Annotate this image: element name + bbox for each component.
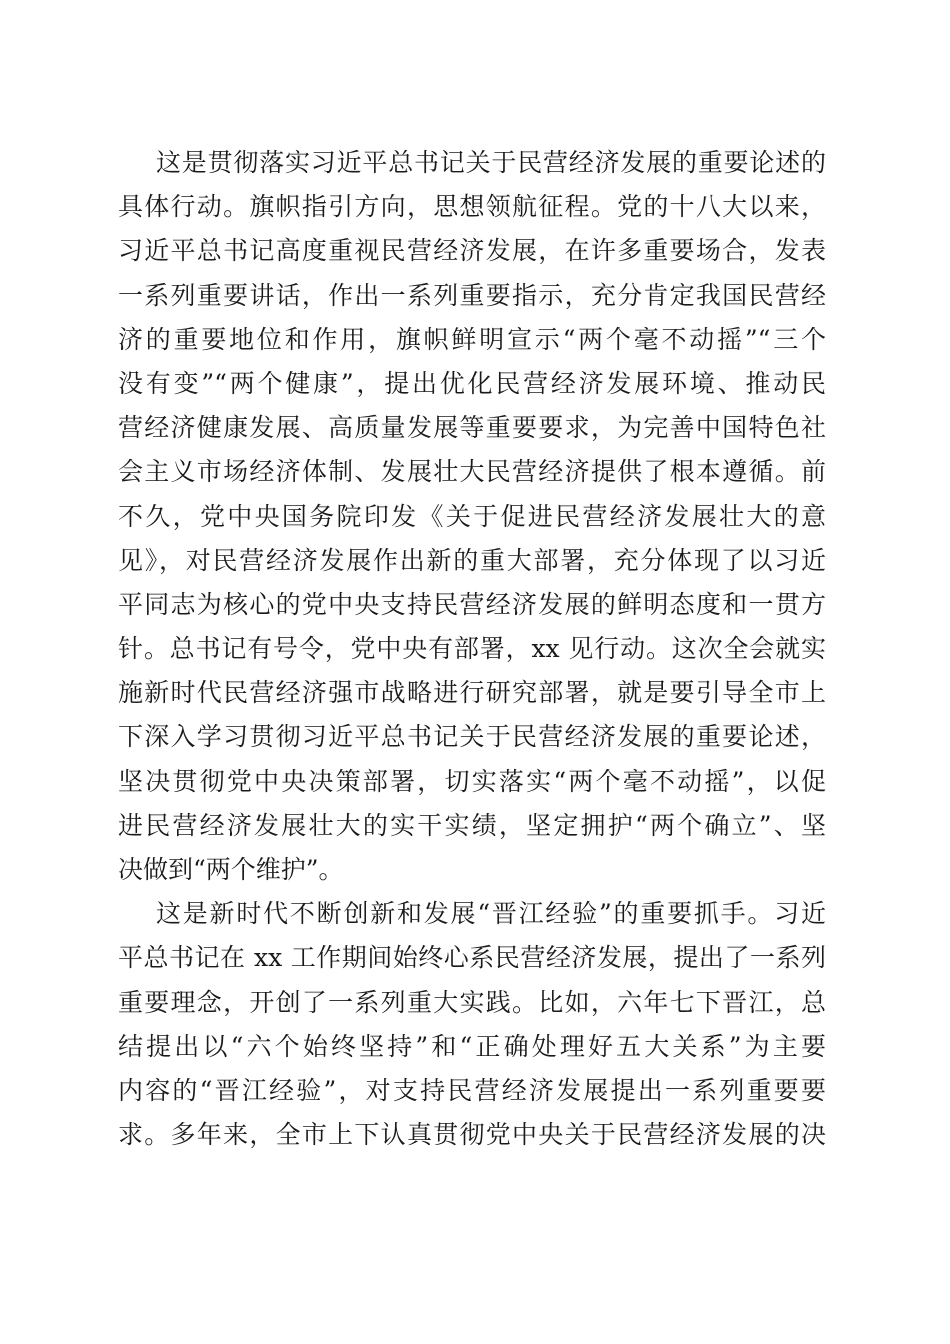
text-line: 求。多年来，全市上下认真贯彻党中央关于民营经济发展的决 [118, 1120, 826, 1150]
text-line: 针。总书记有号令，党中央有部署，xx 见行动。这次全会就实 [118, 634, 826, 664]
text-line: 见》，对民营经济发展作出新的重大部署，充分体现了以习近 [118, 545, 826, 575]
text-line: 这是新时代不断创新和发展“晋江经验”的重要抓手。习近 [156, 899, 826, 929]
text-line: 施新时代民营经济强市战略进行研究部署，就是要引导全市上 [118, 678, 826, 708]
text-line: 平同志为核心的党中央支持民营经济发展的鲜明态度和一贯方 [118, 589, 826, 619]
paragraph-1 [118, 141, 826, 892]
text-line: 没有变”“两个健康”，提出优化民营经济发展环境、推动民 [118, 368, 826, 398]
text-line: 内容的“晋江经验”，对支持民营经济发展提出一系列重要要 [118, 1075, 826, 1105]
text-line: 坚决贯彻党中央决策部署，切实落实“两个毫不动摇”，以促 [118, 766, 826, 796]
text-line: 重要理念，开创了一系列重大实践。比如，六年七下晋江，总 [118, 987, 826, 1017]
text-line: 习近平总书记高度重视民营经济发展，在许多重要场合，发表 [118, 236, 826, 266]
text-line: 这是贯彻落实习近平总书记关于民营经济发展的重要论述的 [156, 148, 826, 177]
paragraph-2 [118, 892, 826, 1157]
text-line: 具体行动。旗帜指引方向，思想领航征程。党的十八大以来， [118, 192, 826, 222]
text-line: 营经济健康发展、高质量发展等重要要求，为完善中国特色社 [118, 413, 826, 443]
text-line: 会主义市场经济体制、发展壮大民营经济提供了根本遵循。前 [118, 457, 826, 487]
text-line: 决做到“两个维护”。 [118, 855, 344, 884]
text-line: 济的重要地位和作用，旗帜鲜明宣示“两个毫不动摇”“三个 [118, 324, 826, 354]
text-line: 一系列重要讲话，作出一系列重要指示，充分肯定我国民营经 [118, 280, 826, 310]
document-body [118, 141, 826, 1157]
text-line: 平总书记在 xx 工作期间始终心系民营经济发展，提出了一系列 [118, 943, 826, 973]
text-line: 不久，党中央国务院印发《关于促进民营经济发展壮大的意 [118, 501, 826, 531]
text-line: 结提出以“六个始终坚持”和“正确处理好五大关系”为主要 [118, 1031, 826, 1061]
text-line: 下深入学习贯彻习近平总书记关于民营经济发展的重要论述， [118, 722, 826, 752]
text-line: 进民营经济发展壮大的实干实绩，坚定拥护“两个确立”、坚 [118, 810, 826, 840]
